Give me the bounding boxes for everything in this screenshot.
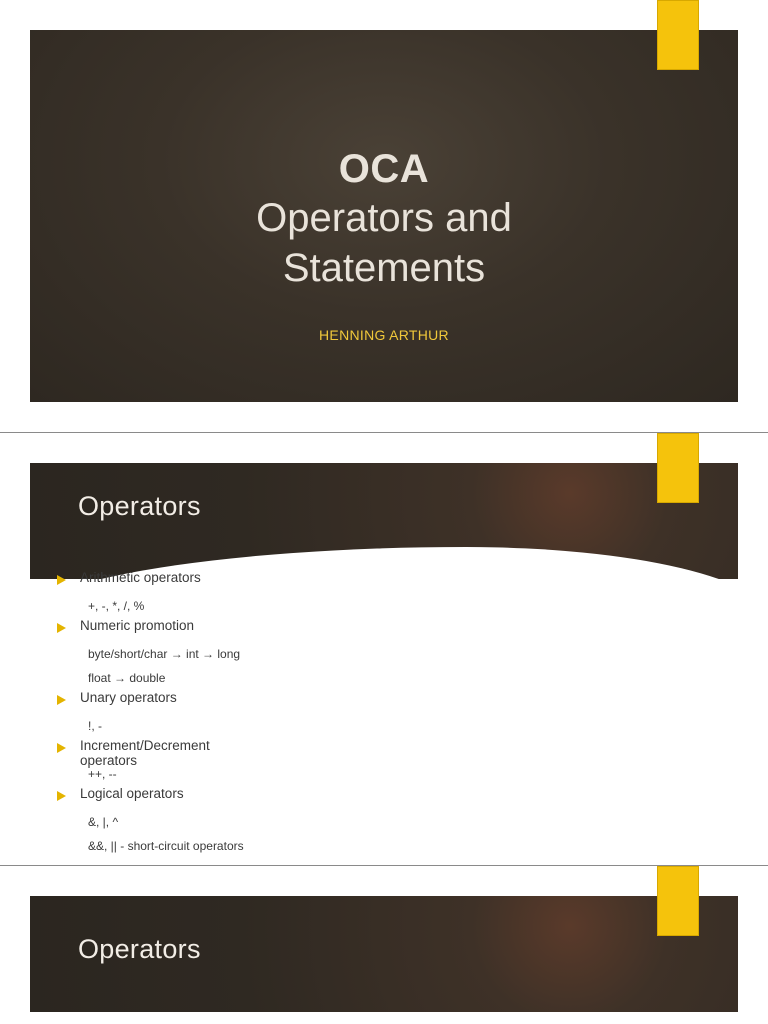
- bullet-triangle-icon: [57, 791, 66, 801]
- yellow-tab-decoration: [657, 0, 699, 70]
- title-block: [30, 145, 738, 293]
- bullet-triangle-icon: [57, 623, 66, 633]
- bullet-sub-item: &&, || - short-circuit operators: [88, 839, 244, 853]
- bullet-label: Arithmetic operators: [80, 570, 201, 585]
- bullet-label: Unary operators: [80, 690, 177, 705]
- slide-operators: [0, 433, 768, 865]
- header-band: [30, 463, 738, 579]
- slide-title-main: OCA: [338, 147, 430, 191]
- slide-operators-2: [0, 866, 768, 1024]
- bullet-sub-item: &, |, ^: [88, 815, 119, 829]
- bullet-label: Increment/Decrement operators: [80, 738, 210, 768]
- slide-title-line-1: Operators and: [256, 196, 512, 240]
- bullet-label: Logical operators: [80, 786, 184, 801]
- author-name: HENNING ARTHUR: [319, 327, 449, 343]
- bullet-triangle-icon: [57, 695, 66, 705]
- bullet-item: [52, 786, 244, 810]
- slide-title: [0, 0, 768, 432]
- bullet-sub-item: !, -: [88, 719, 102, 733]
- bullet-item: [52, 738, 244, 768]
- title-panel: [30, 30, 738, 402]
- slide-header-title: Operators: [78, 934, 201, 964]
- bullet-sub-item: +, -, *, /, %: [88, 599, 145, 613]
- yellow-tab-decoration: [657, 866, 699, 936]
- yellow-tab-decoration: [657, 433, 699, 503]
- bullet-sub-item: ++, --: [88, 767, 117, 781]
- bullet-item: [52, 690, 244, 714]
- bullet-triangle-icon: [57, 743, 66, 753]
- bullet-triangle-icon: [57, 575, 66, 585]
- bullet-sub-item: float → double: [88, 671, 166, 685]
- bullet-sub-item: byte/short/char → int → long: [88, 647, 241, 661]
- bullet-item: [52, 570, 244, 594]
- slide-title-line-2: Statements: [282, 246, 486, 290]
- bullet-list: [52, 570, 244, 858]
- header-band: [30, 896, 738, 1012]
- bullet-item: [52, 618, 244, 642]
- bullet-label: Numeric promotion: [80, 618, 195, 633]
- slide-header-title: Operators: [78, 491, 201, 521]
